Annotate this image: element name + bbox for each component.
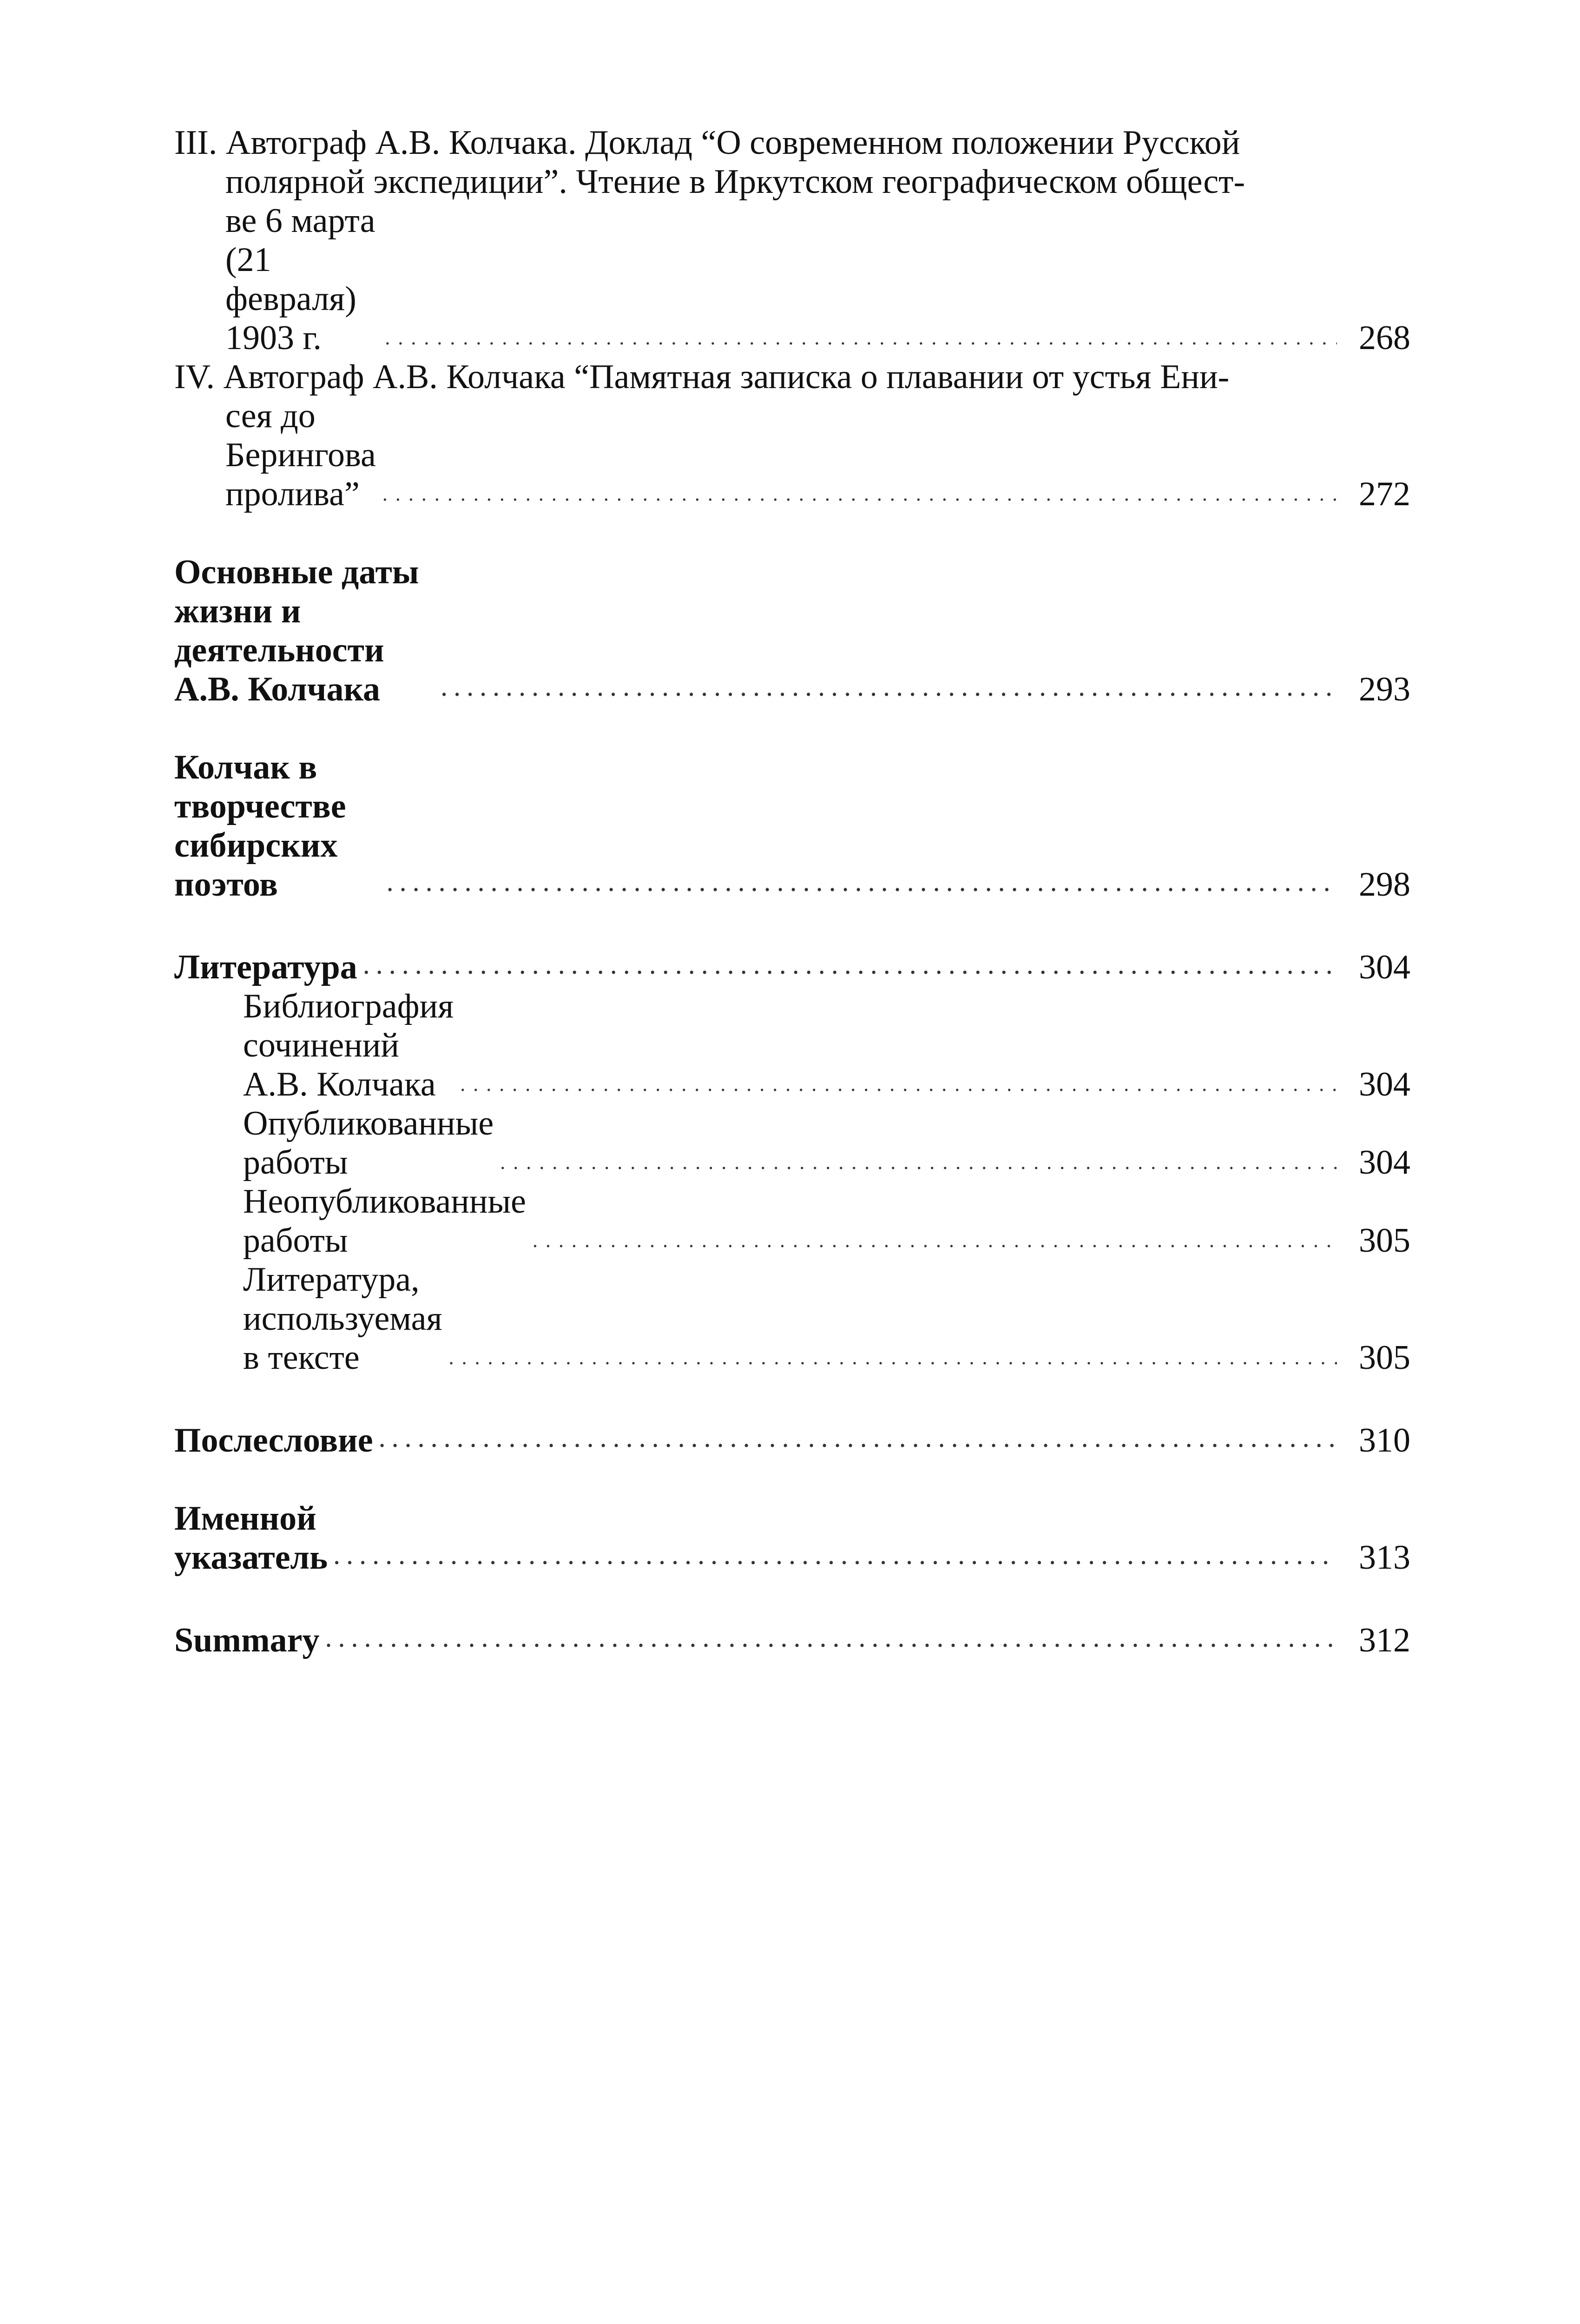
toc-entry-iii-line-3: ве 6 марта (21 февраля) 1903 г.	[225, 202, 375, 357]
toc-subentry-unpublished	[174, 1182, 1410, 1260]
toc-page-number: 305	[1359, 1339, 1410, 1377]
toc-entry-label: Литература	[174, 948, 357, 986]
toc-subentry-label: Библиография сочинений А.В. Колчака	[243, 987, 454, 1103]
toc-entry-label: Основные даты жизни и деятельности А.В. Колчака	[174, 553, 419, 708]
toc-entry-iii-line-2: полярной экспедиции”. Чтение в Иркутском географическом общест-	[225, 163, 1245, 201]
toc-entry-iv-last	[174, 396, 1410, 514]
spacer	[174, 1377, 1410, 1416]
spacer	[174, 904, 1410, 943]
toc-entry-afterword	[174, 1416, 1410, 1460]
dot-leader	[380, 1416, 1337, 1460]
toc-page-number: 313	[1359, 1538, 1410, 1577]
toc-entry-label: Summary	[174, 1621, 320, 1659]
dot-leader	[449, 1334, 1337, 1377]
dot-leader	[460, 1060, 1337, 1104]
dot-leader	[326, 1616, 1337, 1660]
toc-subentry-label: Литература, используемая в тексте	[243, 1261, 442, 1377]
toc-page-number: 304	[1359, 1143, 1410, 1182]
toc-entry-main-dates	[174, 553, 1410, 709]
toc-page-number: 298	[1359, 865, 1410, 904]
toc-page-number: 293	[1359, 670, 1410, 708]
dot-leader	[500, 1138, 1337, 1182]
toc-subentry-bibliography	[174, 987, 1410, 1104]
toc-page-number: 305	[1359, 1221, 1410, 1260]
dot-leader	[382, 470, 1337, 514]
dot-leader	[441, 665, 1337, 709]
toc-entry-iv-line-2: сея до Берингова пролива”	[225, 397, 376, 513]
toc-entry-label: Колчак в творчестве сибирских поэтов	[174, 748, 346, 904]
toc-entry-iii-last	[174, 201, 1410, 357]
toc-entry-literature	[174, 943, 1410, 987]
toc-page-number: 304	[1359, 1065, 1410, 1103]
spacer	[174, 1460, 1410, 1499]
dot-leader	[385, 314, 1337, 357]
toc-page-number: 310	[1359, 1421, 1410, 1459]
toc-entry-name-index	[174, 1499, 1410, 1577]
toc-subentry-label: Неопубликованные работы	[243, 1182, 527, 1260]
toc-page-number: 312	[1359, 1621, 1410, 1659]
spacer	[174, 514, 1410, 553]
toc-entry-poets	[174, 748, 1410, 904]
toc-subentry-published	[174, 1104, 1410, 1182]
toc-entry-iv-line-1: IV. Автограф А.В. Колчака “Памятная записка о плавании от устья Ени-	[174, 358, 1230, 396]
toc-entry-iv	[174, 357, 1410, 514]
spacer	[174, 709, 1410, 748]
toc-entry-label: Именной указатель	[174, 1499, 328, 1577]
table-of-contents	[174, 123, 1410, 1660]
toc-entry-iii	[174, 123, 1410, 357]
toc-page-number: 304	[1359, 948, 1410, 986]
dot-leader	[364, 943, 1337, 987]
dot-leader	[388, 860, 1337, 904]
toc-entry-iii-line-1: III. Автограф А.В. Колчака. Доклад “О современном положении Русской	[174, 124, 1240, 162]
toc-entry-iii-line-2-wrap	[174, 162, 1410, 201]
toc-page-number: 272	[1359, 475, 1410, 513]
spacer	[174, 1577, 1410, 1616]
toc-subentry-used-literature	[174, 1260, 1410, 1377]
dot-leader	[533, 1216, 1337, 1260]
toc-subentry-label: Опубликованные работы	[243, 1104, 494, 1182]
toc-page-number: 268	[1359, 319, 1410, 357]
toc-entry-label: Послесловие	[174, 1421, 373, 1459]
toc-entry-summary	[174, 1616, 1410, 1660]
dot-leader	[334, 1533, 1337, 1577]
